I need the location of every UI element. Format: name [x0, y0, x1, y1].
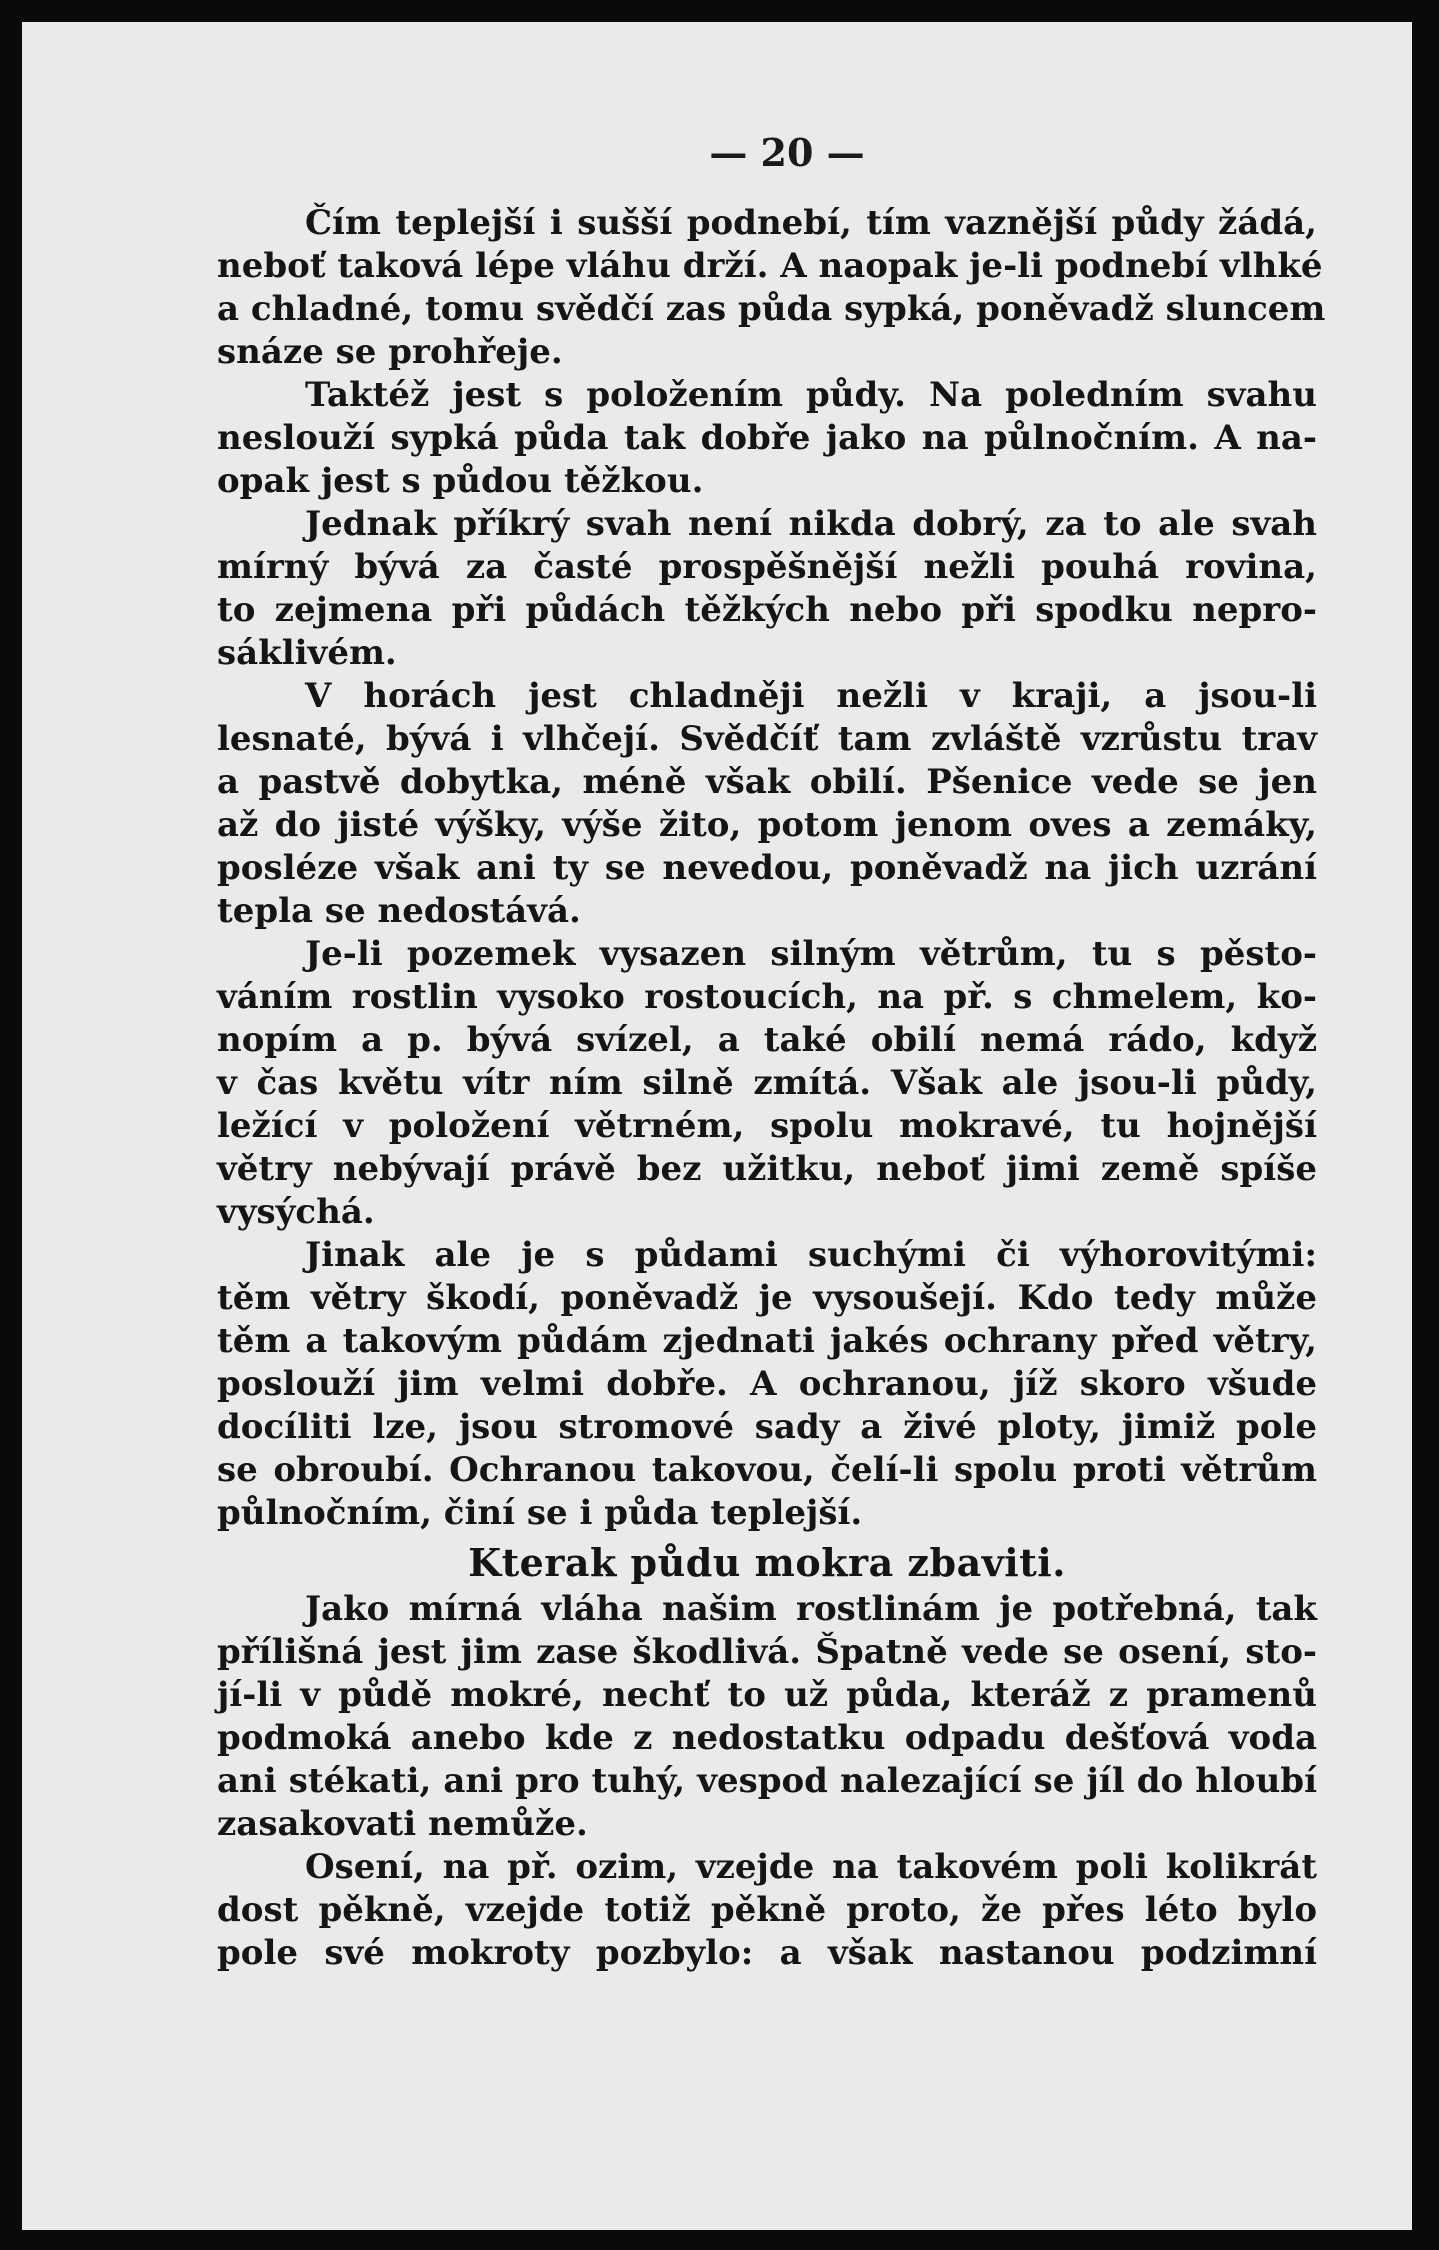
- text-line: tepla se nedostává.: [217, 891, 581, 931]
- text-line: ani stékati, ani pro tuhý, vespod nalezající se jíl do hloubí: [217, 1761, 1317, 1801]
- text-line: Taktéž jest s položením půdy. Na poledním svahu: [305, 375, 1317, 415]
- text-line: až do jisté výšky, výše žito, potom jenom oves a zemáky,: [217, 805, 1317, 845]
- text-line: posléze však ani ty se nevedou, poněvadž na jich uzrání: [217, 848, 1317, 888]
- text-line: a chladné, tomu svědčí zas půda sypká, poněvadž sluncem: [217, 289, 1326, 329]
- paragraph: [217, 933, 1317, 1234]
- text-line: těm větry škodí, poněvadž je vysoušejí. Kdo tedy může: [217, 1278, 1317, 1318]
- text-line: Jinak ale je s půdami suchými či výhorovitými:: [305, 1235, 1317, 1275]
- text-line: nopím a p. bývá svízel, a také obilí nemá rádo, když: [217, 1020, 1317, 1060]
- paragraph: [217, 1234, 1317, 1535]
- text-line: se obroubí. Ochranou takovou, čelí-li spolu proti větrům: [217, 1450, 1317, 1490]
- paragraph: [217, 503, 1317, 675]
- text-line: váním rostlin vysoko rostoucích, na př. s chmelem, ko-: [217, 977, 1317, 1017]
- text-line: poslouží jim velmi dobře. A ochranou, jíž skoro všude: [217, 1364, 1317, 1404]
- text-line: větry nebývají právě bez užitku, neboť jimi země spíše: [217, 1149, 1317, 1189]
- text-line: přílišná jest jim zase škodlivá. Špatně vede se osení, sto-: [217, 1632, 1317, 1672]
- text-line: docíliti lze, jsou stromové sady a živé ploty, jimiž pole: [217, 1407, 1317, 1447]
- text-line: Čím teplejší i sušší podnebí, tím vaznější půdy žádá,: [305, 203, 1317, 243]
- paragraph: [217, 1846, 1317, 1975]
- text-line: těm a takovým půdám zjednati jakés ochrany před větry,: [217, 1321, 1317, 1361]
- text-line: neslouží sypká půda tak dobře jako na půlnočním. A na-: [217, 418, 1317, 458]
- text-line: podmoká anebo kde z nedostatku odpadu dešťová voda: [217, 1718, 1317, 1758]
- text-line: jí-li v půdě mokré, nechť to už půda, kteráž z pramenů: [217, 1675, 1317, 1715]
- text-line: dost pěkně, vzejde totiž pěkně proto, že přes léto bylo: [217, 1890, 1317, 1930]
- text-line: V horách jest chladněji nežli v kraji, a jsou-li: [305, 676, 1317, 716]
- paragraph: [217, 202, 1326, 374]
- text-line: půlnočním, činí se i půda teplejší.: [217, 1493, 863, 1533]
- page-number: — 20 —: [709, 130, 865, 175]
- text-line: Je-li pozemek vysazen silným větrům, tu s pěsto-: [305, 934, 1317, 974]
- text-line: neboť taková lépe vláhu drží. A naopak je-li podnebí vlhké: [217, 246, 1323, 286]
- paragraph: [217, 374, 1317, 503]
- book-page: [22, 22, 1412, 2230]
- text-line: snáze se prohřeje.: [217, 332, 563, 372]
- text-line: pole své mokroty pozbylo: a však nastanou podzimní: [217, 1933, 1317, 1973]
- text-line: opak jest s půdou těžkou.: [217, 461, 704, 501]
- text-line: mírný bývá za časté prospěšnější nežli pouhá rovina,: [217, 547, 1317, 587]
- text-line: lesnaté, bývá i vlhčejí. Svědčíť tam zvláště vzrůstu trav: [217, 719, 1317, 759]
- body-text: [217, 202, 1326, 1975]
- text-line: to zejmena při půdách těžkých nebo při spodku nepro-: [217, 590, 1317, 630]
- section-heading: Kterak půdu mokra zbaviti.: [468, 1540, 1066, 1585]
- text-line: v čas květu vítr ním silně zmítá. Však ale jsou-li půdy,: [217, 1063, 1317, 1103]
- text-line: zasakovati nemůže.: [217, 1804, 588, 1844]
- text-line: Jako mírná vláha našim rostlinám je potřebná, tak: [305, 1589, 1317, 1629]
- paragraph: [217, 675, 1317, 933]
- text-line: ležící v položení větrném, spolu mokravé, tu hojnější: [217, 1106, 1317, 1146]
- text-line: Osení, na př. ozim, vzejde na takovém poli kolikrát: [305, 1847, 1317, 1887]
- text-line: a pastvě dobytka, méně však obilí. Pšenice vede se jen: [217, 762, 1317, 802]
- text-line: Jednak příkrý svah není nikda dobrý, za to ale svah: [305, 504, 1317, 544]
- paragraph: [217, 1588, 1317, 1846]
- text-line: vysýchá.: [217, 1192, 375, 1232]
- text-line: sáklivém.: [217, 633, 397, 673]
